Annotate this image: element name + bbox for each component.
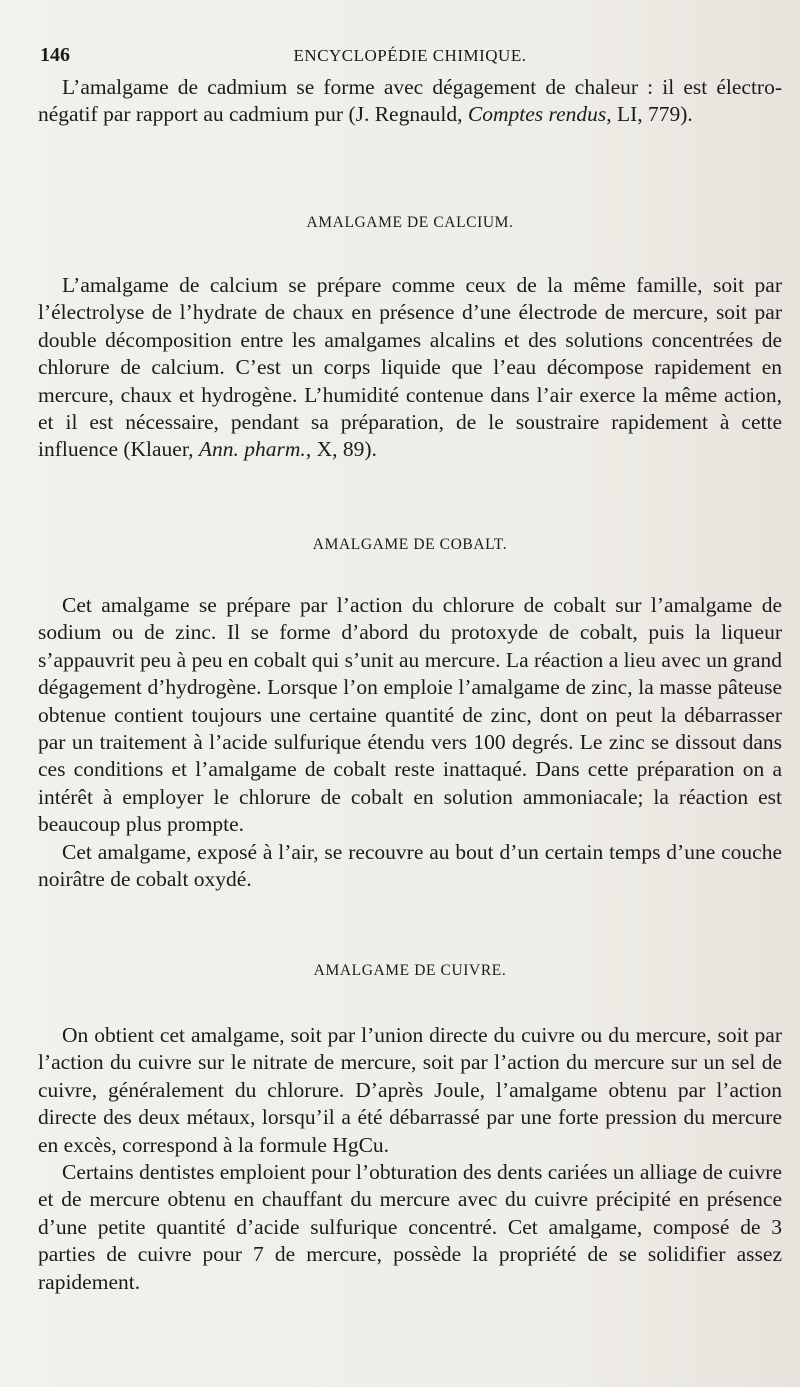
calcium-paragraph	[38, 272, 782, 464]
cobalt-paragraph-2: Cet amalgame, exposé à l’air, se recouvre au bout d’un certain temps d’une couche noirâtre de cobalt oxydé.	[38, 839, 782, 892]
page-number: 146	[40, 44, 70, 66]
intro-text: L’amalgame de cadmium se forme avec dégagement de chaleur : il est électro-négatif par rapport au cadmium pur (J. Regnauld,	[38, 75, 782, 127]
running-header	[40, 44, 780, 70]
calcium-text-end: , X, 89).	[305, 437, 377, 462]
cuivre-paragraph-2: Certains dentistes emploient pour l’obturation des dents cariées un alliage de cuivre et de mercure obtenu en chauffant du mercure avec du cuivre précipité en présence d’une petite quantité d’acide sulfurique concentré. Cet amalgame, composé de 3 parties de cuivre pour 7 de mercure, possède la propriété de se solidifier assez rapidement.	[38, 1160, 782, 1294]
intro-text-end: , LI, 779).	[606, 102, 693, 127]
cobalt-paragraph-1: Cet amalgame se prépare par l’action du chlorure de cobalt sur l’amalgame de sodium ou de zinc. Il se forme d’abord du protoxyde de cobalt, puis la liqueur s’appauvrit peu à peu en cobalt qui s’unit au mercure. La réaction a lieu avec un grand dégagement d’hydrogène. Lorsque l’on emploie l’amalgame de zinc, la masse pâteuse obtenue contient toujours une certaine quantité de zinc, dont on peut la débarrasser par un traitement à l’acide sulfurique étendu vers 100 degrés. Le zinc se dissout dans ces conditions et l’amalgame de cobalt reste inattaqué. Dans cette préparation on a intérêt à employer le chlorure de cobalt en solution ammoniacale; la réaction est beaucoup plus prompte.	[38, 593, 782, 837]
cuivre-heading: AMALGAME DE CUIVRE.	[313, 962, 507, 979]
calcium-text: L’amalgame de calcium se prépare comme ceux de la même famille, soit par l’électrolyse de l’hydrate de chaux en présence d’une électrode de mercure, soit par double décomposition entre les amalgames alcalins et des solutions concentrées de chlorure de calcium. C’est un corps liquide que l’eau décompose rapidement en mercure, chaux et hydrogène. L’humidité contenue dans l’air exerce la même action, et il est nécessaire, pendant sa préparation, de le soustraire rapidement à cette influence (Klauer,	[38, 273, 782, 462]
calcium-section	[38, 272, 782, 464]
cuivre-paragraph-1: On obtient cet amalgame, soit par l’union directe du cuivre ou du mercure, soit par l’action du cuivre sur le nitrate de mercure, soit par l’action du mercure sur un sel de cuivre, généralement du chlorure. D’après Joule, l’amalgame obtenu par l’action directe des deux métaux, lorsqu’il a été débarrassé par une forte pression du mercure en excès, correspond à la formule HgCu.	[38, 1023, 782, 1157]
intro-section	[38, 74, 782, 129]
cobalt-section	[38, 592, 782, 893]
intro-citation: Comptes rendus	[467, 102, 607, 127]
running-title: ENCYCLOPÉDIE CHIMIQUE.	[293, 46, 527, 65]
calcium-heading: AMALGAME DE CALCIUM.	[306, 214, 514, 231]
cuivre-section	[38, 1022, 782, 1296]
cobalt-heading: AMALGAME DE COBALT.	[312, 536, 508, 553]
intro-paragraph	[38, 74, 782, 129]
calcium-citation: Ann. pharm.	[198, 437, 306, 462]
